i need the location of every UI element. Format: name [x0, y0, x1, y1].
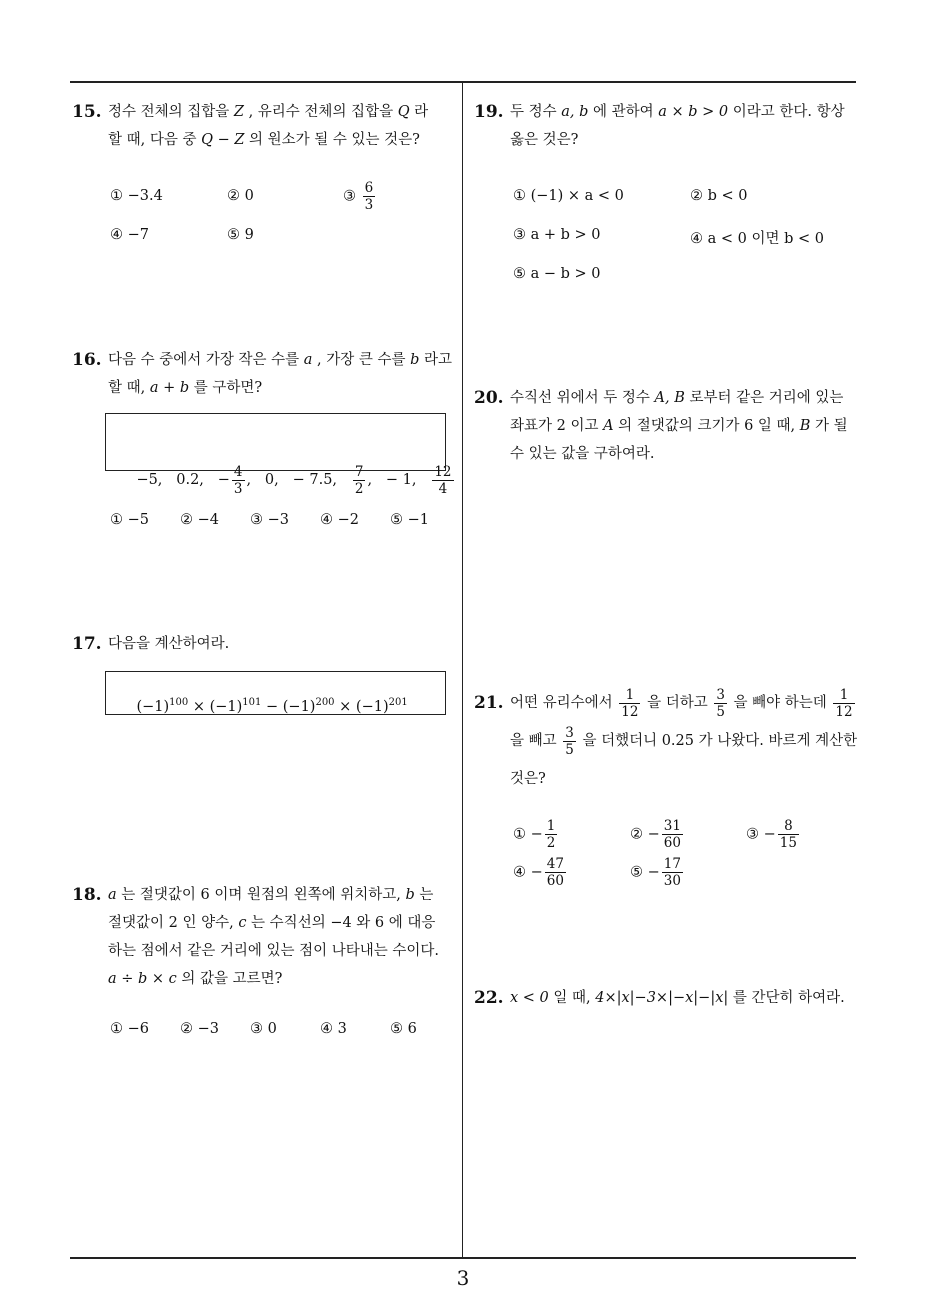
question-text: a 는 절댓값이 6 이며 원점의 왼쪽에 위치하고, b 는 절댓값이 2 인 양수, c 는 수직선의 −4 와 6 에 대응 하는 점에서 같은 거리에 있는 점이 나타내는 수이다. a ÷ b × c 의 값을 고르면?: [108, 887, 440, 987]
question-text: 수직선 위에서 두 정수 A, B 로부터 같은 거리에 있는 좌표가 2 이고 A 의 절댓값의 크기가 6 일 때, B 가 될 수 있는 값을 구하여라.: [510, 390, 848, 462]
question-number: 18.: [72, 885, 102, 905]
choice-3[interactable]: ③ $\frac{6}{3}$: [343, 180, 374, 213]
question-17: [72, 630, 462, 658]
question-text: 어떤 유리수에서 $\frac{1}{12}$ 을 더하고 $\frac{3}{5}$ 을 빼야 하는데 $\frac{1}{12}$ 을 빼고 $\frac{3}{5}$ 을 더했더니 0.25 가 나왔다. 바르게 계산한 것은?: [510, 686, 858, 787]
choice-1[interactable]: ① − $\frac{1}{2}$: [513, 818, 556, 851]
number-list: −5, 0.2, − $\frac{4}{3}$ , 0, − 7.5, $\frac{7}{2}$ , − 1, $\frac{12}{4}$: [136, 463, 452, 497]
page-number: 3: [456, 1266, 470, 1290]
bottom-rule: [70, 1257, 856, 1259]
question-number: 16.: [72, 350, 102, 370]
choice-5[interactable]: ⑤ −1: [390, 512, 429, 528]
choice-5[interactable]: ⑤ − $\frac{17}{30}$: [630, 856, 681, 889]
question-number: 15.: [72, 102, 102, 122]
question-number: 22.: [474, 988, 504, 1008]
question-text: 정수 전체의 집합을 Z , 유리수 전체의 집합을 Q 라 할 때, 다음 중 Q − Z 의 원소가 될 수 있는 것은?: [108, 104, 429, 148]
question-number: 17.: [72, 634, 102, 654]
question-text: 다음 수 중에서 가장 작은 수를 a , 가장 큰 수를 b 라고 할 때, a + b 를 구하면?: [108, 352, 453, 396]
choice-3[interactable]: ③ a + b > 0: [513, 227, 601, 243]
choice-2[interactable]: ② b < 0: [690, 188, 748, 204]
column-divider: [462, 82, 463, 1258]
question-number: 21.: [474, 693, 504, 713]
question-22: [474, 984, 874, 1012]
choice-2[interactable]: ② − $\frac{31}{60}$: [630, 818, 681, 851]
question-18: [72, 881, 462, 993]
choice-5[interactable]: ⑤ 9: [227, 227, 254, 243]
choice-4[interactable]: ④ − $\frac{47}{60}$: [513, 856, 564, 889]
choice-4[interactable]: ④ −2: [320, 512, 359, 528]
choice-4[interactable]: ④ −7: [110, 227, 149, 243]
choice-3[interactable]: ③ −3: [250, 512, 289, 528]
choice-2[interactable]: ② 0: [227, 188, 254, 204]
choice-4[interactable]: ④ a < 0 이면 b < 0: [690, 231, 824, 247]
choice-1[interactable]: ① −3.4: [110, 188, 163, 204]
question-number: 19.: [474, 102, 504, 122]
choice-4[interactable]: ④ 3: [320, 1021, 347, 1037]
choice-3[interactable]: ③ − $\frac{8}{15}$: [746, 818, 797, 851]
expression: $(-1)^{100} \times (-1)^{101} - (-1)^{200} \times (-1)^{201}$: [136, 697, 408, 715]
choice-1[interactable]: ① −6: [110, 1021, 149, 1037]
fraction: $\frac{6}{3}$: [364, 180, 374, 213]
choice-5[interactable]: ⑤ 6: [390, 1021, 417, 1037]
top-rule: [70, 81, 856, 83]
choice-5[interactable]: ⑤ a − b > 0: [513, 266, 601, 282]
question-20: [474, 384, 864, 468]
choice-1[interactable]: ① −5: [110, 512, 149, 528]
question-number: 20.: [474, 388, 504, 408]
question-15: [72, 98, 462, 154]
question-text: x < 0 일 때, 4×|x|−3×|−x|−|x| 를 간단히 하여라.: [510, 990, 845, 1006]
choice-3[interactable]: ③ 0: [250, 1021, 277, 1037]
question-text: 두 정수 a, b 에 관하여 a × b > 0 이라고 한다. 항상 옳은 것은?: [510, 104, 845, 148]
expression-box: [105, 671, 446, 715]
choice-2[interactable]: ② −4: [180, 512, 219, 528]
choice-1[interactable]: ① (−1) × a < 0: [513, 188, 624, 204]
question-text: 다음을 계산하여라.: [108, 636, 230, 652]
question-21: [474, 684, 864, 798]
choice-2[interactable]: ② −3: [180, 1021, 219, 1037]
question-16: [72, 346, 462, 402]
number-list-box: [105, 413, 452, 497]
question-19: [474, 98, 864, 154]
